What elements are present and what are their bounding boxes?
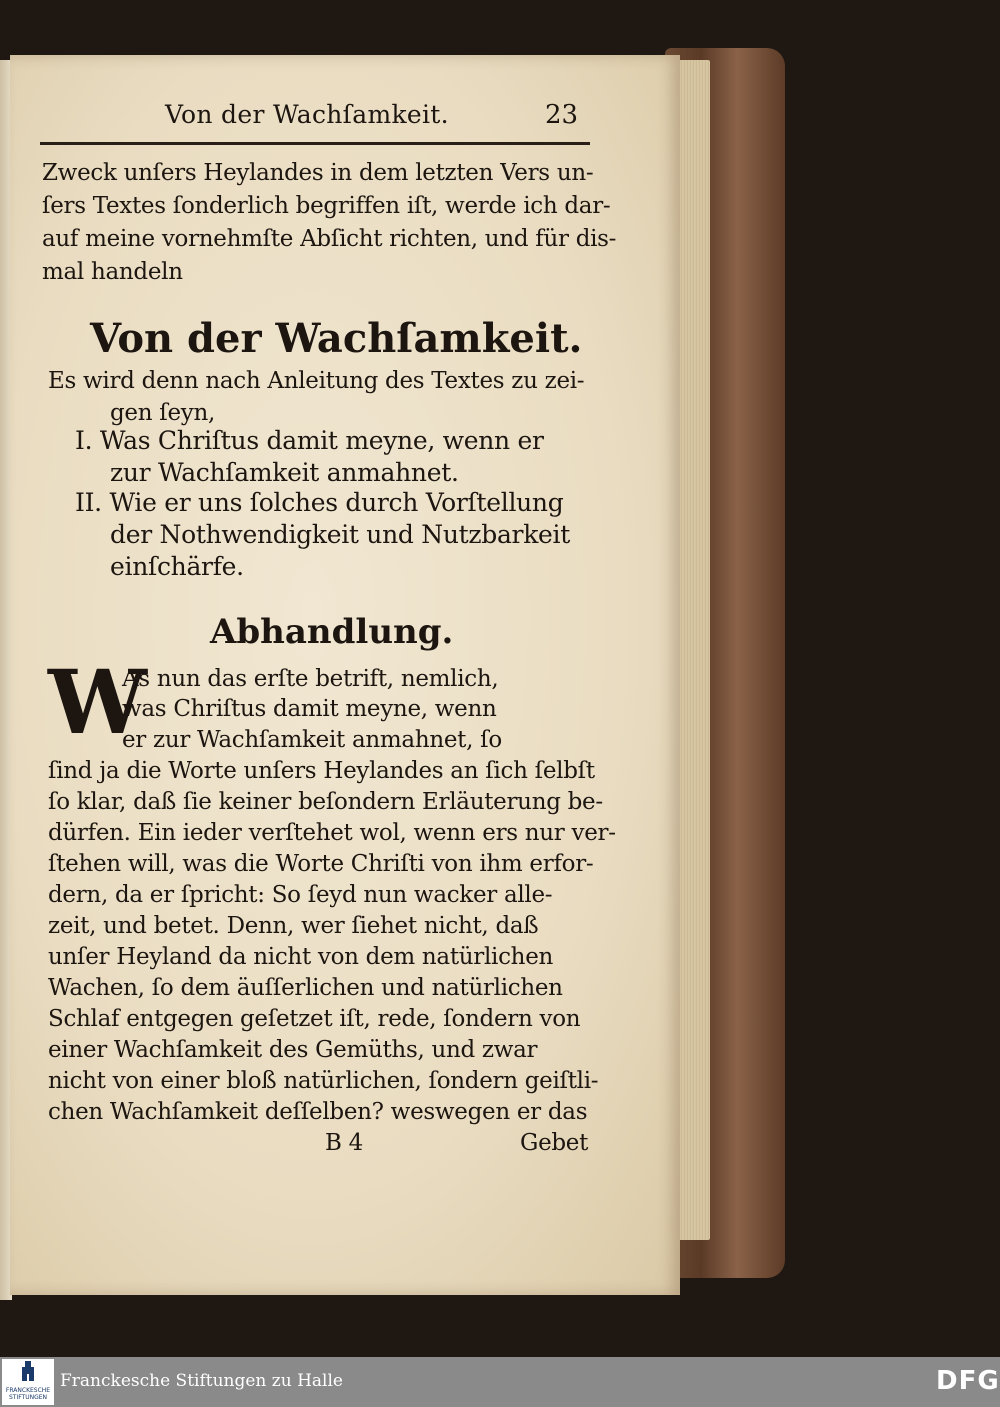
header-rule bbox=[40, 142, 590, 145]
catchword: Gebet bbox=[520, 1130, 589, 1156]
institution-name[interactable]: Franckesche Stiftungen zu Halle bbox=[60, 1371, 343, 1391]
treatise-line: dern, da er ſpricht: So ſeyd nun wacker alle- bbox=[48, 882, 553, 908]
treatise-line: ſtehen will, was die Worte Chriſti von ihm erfor- bbox=[48, 851, 594, 877]
treatise-line: Wachen, ſo dem äuſſerlichen und natürlichen bbox=[48, 975, 563, 1001]
treatise-line: Schlaf entgegen geſetzet iſt, rede, ſondern von bbox=[48, 1006, 581, 1032]
treatise-line: ſind ja die Worte unſers Heylandes an ſich ſelbſt bbox=[48, 758, 595, 784]
division-line: Es wird denn nach Anleitung des Textes zu zei- bbox=[48, 368, 585, 394]
page-number: 23 bbox=[545, 100, 579, 130]
running-head: Von der Wachſamkeit. bbox=[165, 100, 449, 129]
division-point-two: II. Wie er uns ſolches durch Vorſtellung bbox=[75, 488, 564, 517]
treatise-line: nicht von einer bloß natürlichen, ſondern geiſtli- bbox=[48, 1068, 599, 1094]
institution-logo[interactable] bbox=[2, 1359, 54, 1405]
intro-line: mal handeln bbox=[42, 259, 183, 285]
treatise-line: er zur Wachſamkeit anmahnet, ſo bbox=[122, 727, 502, 753]
treatise-line: As nun das erſte betrift, nemlich, bbox=[122, 666, 499, 692]
division-line: gen ſeyn, bbox=[110, 400, 216, 426]
treatise-line: unſer Heyland da nicht von dem natürlichen bbox=[48, 944, 554, 970]
division-line: einſchärfe. bbox=[110, 552, 244, 581]
treatise-line: was Chriſtus damit meyne, wenn bbox=[122, 696, 497, 722]
division-line: zur Wachſamkeit anmahnet. bbox=[110, 458, 459, 487]
division-point-one: I. Was Chriſtus damit meyne, wenn er bbox=[75, 426, 544, 455]
drop-cap: W bbox=[48, 650, 147, 754]
treatise-line: dürfen. Ein ieder verſtehet wol, wenn ers nur ver- bbox=[48, 820, 616, 846]
treatise-heading: Abhandlung. bbox=[210, 612, 454, 652]
treatise-line: ſo klar, daß ſie keiner beſondern Erläuterung be- bbox=[48, 789, 603, 815]
treatise-line: zeit, und betet. Denn, wer ſiehet nicht, daß bbox=[48, 913, 539, 939]
treatise-line: chen Wachſamkeit deſſelben? weswegen er das bbox=[48, 1099, 588, 1125]
dfg-logo[interactable]: DFG bbox=[936, 1366, 1000, 1396]
treatise-line: einer Wachſamkeit des Gemüths, und zwar bbox=[48, 1037, 538, 1063]
intro-line: auf meine vornehmſte Abſicht richten, und für dis- bbox=[42, 226, 617, 252]
signature-mark: B 4 bbox=[325, 1130, 363, 1156]
section-title: Von der Wachſamkeit. bbox=[90, 315, 583, 362]
division-line: der Nothwendigkeit und Nutzbarkeit bbox=[110, 520, 570, 549]
intro-line: Zweck unſers Heylandes in dem letzten Vers un- bbox=[42, 160, 594, 186]
intro-line: ſers Textes ſonderlich begriffen iſt, werde ich dar- bbox=[42, 193, 611, 219]
logo-text: FRANCKESCHE STIFTUNGEN bbox=[5, 1387, 51, 1401]
building-icon bbox=[20, 1361, 36, 1383]
